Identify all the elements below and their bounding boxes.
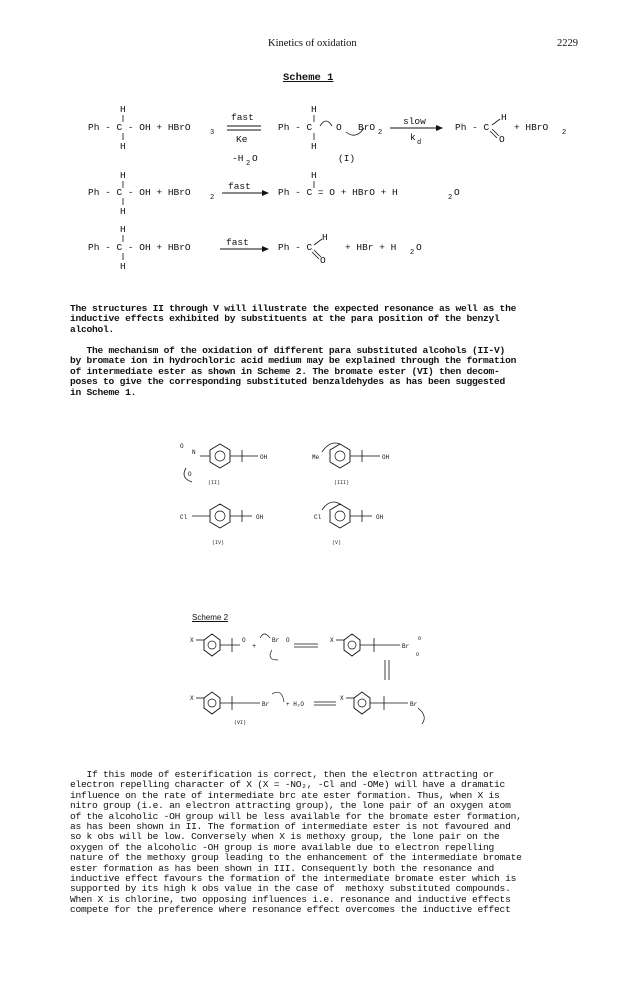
svg-text:Br: Br <box>262 701 270 708</box>
v-oh: OH <box>376 514 384 521</box>
r1-product-rest-sub: 2 <box>562 129 567 137</box>
r2-right: Ph - C = O + HBrO + H <box>278 187 398 198</box>
paragraph-3: If this mode of esterification is correct, then the electron attracting or electron repelling character of X (X = -NO₂, -Cl and -OMe) will have a dramatic influence on the rate of intermediate brc ate ester formation. Thus, when X is nitro group (i.e. an electron attracting group), the lone pair of an oxygen atom of the alcoholic -OH group will be less available for the bromate ester formation, as has been shown in II. The formation of intermediate ester is not favoured and so k obs will be low. Conversely when X is methoxy group, the lone pair on the oxygen of the alcoholic -OH group is more available due to electron repelling nature of the methoxy group leading to the enhancement of the intermediate bromate ester formation as has been shown in III. Consequently both the resonance and inductive effect favours the formation of the intermediate bromate ester which is supported by its high k obs value in the case of methoxy substituted compounds. When X is chlorine, two opposing influences i.e. resonance and inductive effects compete for the preference where resonance effect overcomes the inductive effect <box>70 769 522 916</box>
svg-text:O: O <box>180 443 184 450</box>
r1-left: Ph - C - OH + HBrO <box>88 122 191 133</box>
r2-left-sub: 2 <box>210 194 215 202</box>
r1-product-h: H <box>501 112 507 123</box>
page-number: 2229 <box>557 38 578 49</box>
structure-iv <box>180 504 264 546</box>
r3-right-sub: 2 <box>410 249 415 257</box>
iii-me: Me <box>312 454 320 461</box>
r3-h-top: H <box>120 224 126 235</box>
r2-right-h: H <box>311 170 317 181</box>
r3-h-bottom: H <box>120 261 126 272</box>
ii-label: (II) <box>208 480 221 486</box>
r3-right-rest: + HBr + H <box>345 242 397 253</box>
r1-product-o: O <box>499 134 505 145</box>
r3-right-o: O <box>320 255 326 266</box>
svg-text:O: O <box>242 637 246 644</box>
svg-text:O: O <box>188 471 192 478</box>
r1-h-bottom: H <box>120 141 126 152</box>
r2-left: Ph - C - OH + HBrO <box>88 187 191 198</box>
r2-h-bottom: H <box>120 206 126 217</box>
r1-product: Ph - C <box>455 122 490 133</box>
iv-label: (IV) <box>212 540 225 546</box>
svg-text:X: X <box>340 695 344 702</box>
svg-text:+: + <box>252 643 257 651</box>
ii-oh: OH <box>260 454 268 461</box>
r1-below-after: O <box>252 153 258 164</box>
scheme2-h2o: + H₂O <box>286 701 305 708</box>
svg-text:X: X <box>330 637 334 644</box>
r1-arrow-bottom: Ke <box>236 134 248 145</box>
r1-below-sub: 2 <box>246 160 251 168</box>
r1-h-top: H <box>120 104 126 115</box>
svg-text:Br: Br <box>410 701 418 708</box>
scheme2-vi-label: (VI) <box>234 720 247 726</box>
iv-oh: OH <box>256 514 264 521</box>
structure-iii <box>312 443 390 486</box>
r1-arrow2-bottom: k <box>410 132 416 143</box>
r1-left-sub: 3 <box>210 129 215 137</box>
r1-product-rest: + HBrO <box>514 122 549 133</box>
scheme2-row2 <box>190 692 424 726</box>
structure-ii <box>180 443 268 486</box>
svg-text:Br: Br <box>402 643 410 650</box>
r1-intermediate: (I) <box>338 153 356 164</box>
r3-arrow-top: fast <box>226 237 249 248</box>
running-title: Kinetics of oxidation <box>268 38 357 49</box>
svg-text:X: X <box>190 695 194 702</box>
v-label: (V) <box>332 540 342 546</box>
paragraph-2: The mechanism of the oxidation of different para substituted alcohols (II-V) by bromate ion in hydrochloric acid medium may be explained through the formation of intermediate ester as shown in Scheme 2. The bromate ester (VI) then decom- poses to give the corresponding substituted benzaldehydes as has been suggested in Scheme 1. <box>70 345 517 398</box>
iv-cl: Cl <box>180 514 188 521</box>
r2-h-top: H <box>120 170 126 181</box>
r3-right: Ph - C <box>278 242 313 253</box>
svg-text:O: O <box>418 636 422 642</box>
svg-text:O: O <box>286 637 290 644</box>
scheme2-equilibrium <box>385 660 389 680</box>
r1-mid-h-top: H <box>311 104 317 115</box>
r3-right-h: H <box>322 232 328 243</box>
scheme2-label: Scheme 2 <box>192 613 229 622</box>
r1-mid-br: BrO <box>358 122 376 133</box>
r1-arrow-top: fast <box>231 112 254 123</box>
scheme2-row1 <box>190 634 421 660</box>
r1-mid-h-bottom: H <box>311 141 317 152</box>
r1-mid-o: O <box>336 122 342 133</box>
r1-mid-br-sub: 2 <box>378 129 383 137</box>
r2-right-sub: 2 <box>448 194 453 202</box>
r3-left: Ph - C - OH + HBrO <box>88 242 191 253</box>
paragraph-1: The structures II through V will illustrate the expected resonance as well as the inductive effects exhibited by substituents at the para position of the benzyl alcohol. <box>70 303 517 335</box>
r2-arrow-top: fast <box>228 181 251 192</box>
structure-v <box>314 502 384 546</box>
scheme1-label: Scheme 1 <box>283 72 334 84</box>
svg-text:X: X <box>190 637 194 644</box>
r1-mid: Ph - C <box>278 122 313 133</box>
r1-arrow2-sub: d <box>417 139 422 147</box>
svg-text:N: N <box>192 449 196 456</box>
svg-text:Br: Br <box>272 637 280 644</box>
r1-arrow2-top: slow <box>403 116 426 127</box>
v-cl: Cl <box>314 514 322 521</box>
iii-label: (III) <box>334 480 350 486</box>
r3-right-after: O <box>416 242 422 253</box>
iii-oh: OH <box>382 454 390 461</box>
r1-below: -H <box>232 153 244 164</box>
r2-right-after: O <box>454 187 460 198</box>
svg-text:O: O <box>416 652 420 658</box>
